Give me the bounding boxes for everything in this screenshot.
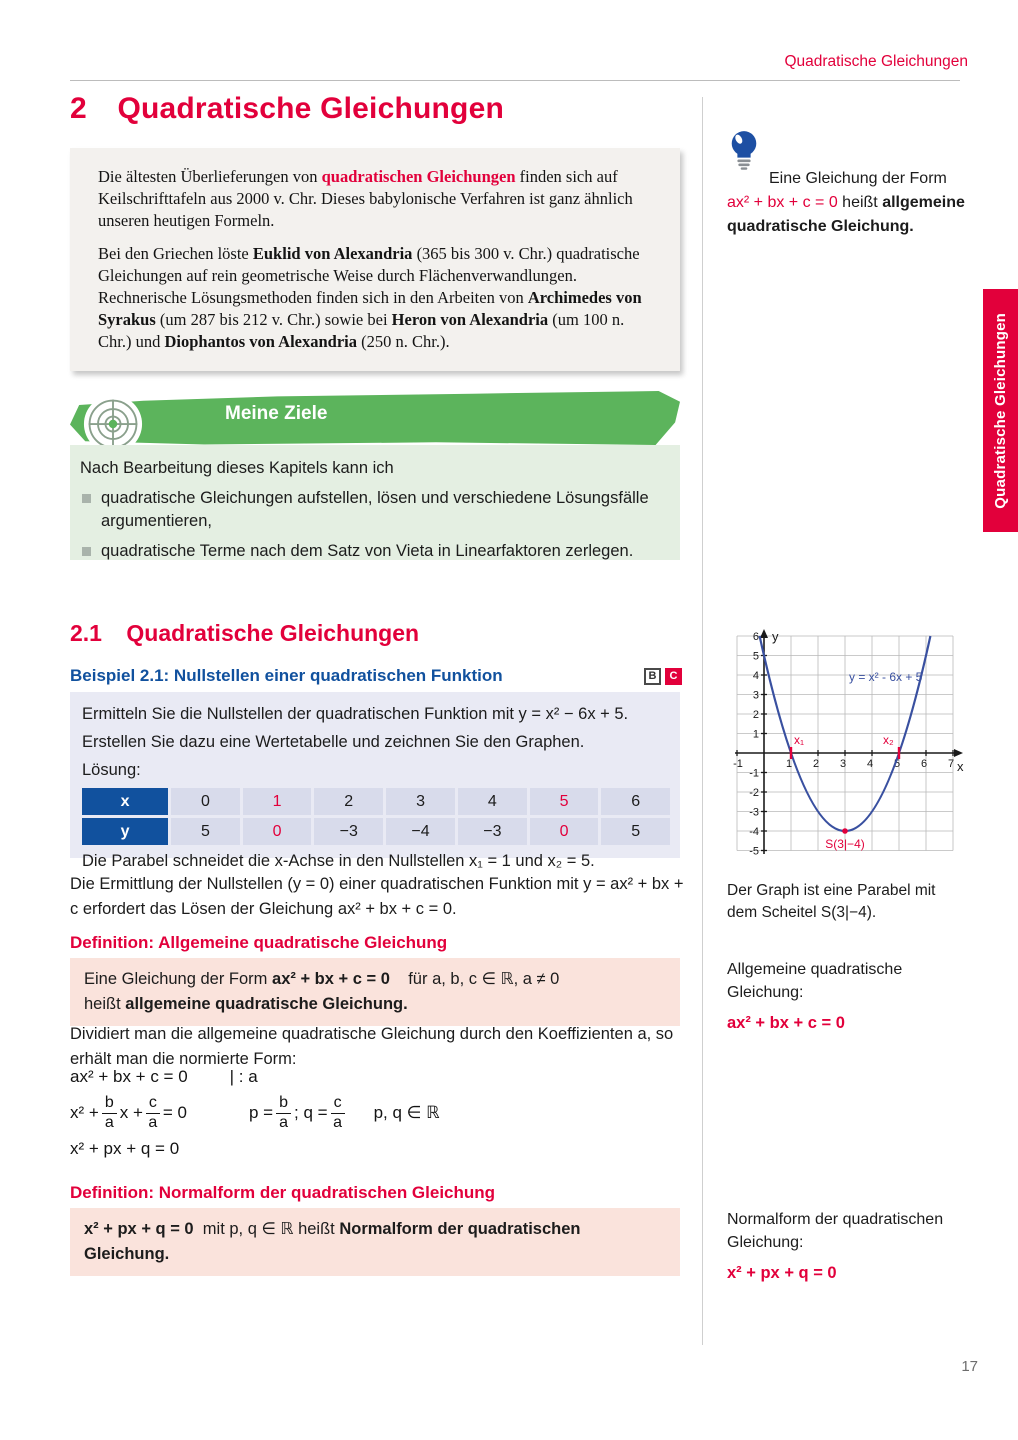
root1-label: x₁ [794, 733, 805, 747]
svg-text:-4: -4 [749, 826, 759, 838]
svg-text:4: 4 [866, 758, 874, 770]
definition-box-normalform: x² + px + q = 0 mit p, q ∈ ℝ heißt Normalform der quadratischen Gleichung. [70, 1208, 680, 1276]
running-header: Quadratische Gleichungen [784, 53, 968, 70]
chapter-number: 2 [70, 92, 87, 125]
section-number: 2.1 [70, 620, 102, 646]
y-tick-labels [749, 631, 759, 858]
math-line-3: x² + px + q = 0 [70, 1139, 180, 1158]
vertex-point [842, 828, 848, 834]
example-heading: Beispiel 2.1: Nullstellen einer quadratischen Funktion [70, 666, 503, 685]
section-title [70, 620, 419, 647]
fraction-b-over-a: $\frac{b}{a}$ [276, 1095, 291, 1132]
definition-term: allgemeine quadratische Gleichung. [125, 994, 408, 1013]
general-form-formula: ax² + bx + c = 0 [272, 970, 390, 988]
derivation-math [70, 1064, 680, 1162]
math-line-1: ax² + bx + c = 0 | : a [70, 1067, 258, 1086]
svg-text:7: 7 [947, 758, 955, 770]
vertex-label: S(3|−4) [825, 837, 865, 851]
definition-heading-allgemeine: Definition: Allgemeine quadratische Gleichung [70, 933, 448, 952]
derivation-lead: Dividiert man die allgemeine quadratische Gleichung durch den Koeffizienten a, so erhält man die normierte Form: [70, 1025, 674, 1068]
svg-text:4: 4 [752, 670, 759, 682]
fraction-c-over-a: $\frac{c}{a}$ [146, 1095, 160, 1132]
goal-text: quadratische Terme nach dem Satz von Vieta in Linearfaktoren zerlegen. [101, 542, 634, 561]
x-axis-label: x [957, 759, 964, 774]
svg-text:6: 6 [752, 631, 759, 643]
example-heading-row [70, 666, 682, 686]
note-label: Normalform der quadratischen Gleichung: [727, 1211, 944, 1252]
lightbulb-icon [727, 130, 761, 172]
row-header-x: x [82, 788, 168, 815]
svg-text:-2: -2 [749, 787, 759, 799]
section-title-text: Quadratische Gleichungen [126, 620, 420, 646]
table-row-x: x 0 1 2 3 4 5 6 [82, 788, 670, 815]
value-table [79, 785, 673, 848]
y-axis-label: y [772, 629, 779, 644]
margin-note-normalform [727, 1208, 967, 1286]
goal-text: quadratische Gleichungen aufstellen, lösen und verschiedene Lösungsfälle argumentieren, [101, 489, 649, 531]
competency-badge-c: C [665, 668, 682, 685]
equation-label: y = x² - 6x + 5 [849, 670, 923, 684]
intro-paragraph-1: Die ältesten Überlieferungen von quadratischen Gleichungen finden sich auf Keilschrifttafeln aus 2000 v. Chr. Dieses babylonische Verfahren ist ganz ähnlich unseren heutigen Formeln. [98, 167, 633, 230]
root2-label: x₂ [883, 733, 894, 747]
graph-caption: Der Graph ist eine Parabel mit dem Scheitel S(3|−4). [727, 882, 936, 922]
svg-text:-3: -3 [749, 806, 759, 819]
note-label: Allgemeine quadratische Gleichung: [727, 961, 903, 1002]
grid-lines [737, 636, 953, 851]
divide-operation: | : a [229, 1067, 258, 1086]
note-formula: x² + px + q = 0 [727, 1264, 837, 1283]
goals-body [70, 445, 680, 560]
svg-text:5: 5 [752, 650, 759, 663]
goals-banner [70, 391, 680, 445]
svg-text:3: 3 [839, 758, 847, 770]
note-formula: ax² + bx + c = 0 [727, 1014, 845, 1033]
example-task-2: Erstellen Sie dazu eine Wertetabelle und zeichnen Sie den Graphen. [82, 732, 585, 751]
chapter-title [70, 92, 504, 126]
example-conclusion: Die Parabel schneidet die x-Achse in den Nullstellen x₁ = 1 und x₂ = 5. [82, 852, 595, 871]
chapter-side-tab: Quadratische Gleichungen [983, 289, 1018, 532]
column-divider [702, 97, 703, 1345]
definition-box-allgemeine: Eine Gleichung der Form ax² + bx + c = 0 für a, b, c ∈ ℝ, a ≠ 0 heißt allgemeine quadratische Gleichung. [70, 958, 680, 1026]
math-line-2: x² + $\frac{b}{a}$ x + $\frac{c}{a}$ = 0 p = $\frac{b}{a}$ ; q = $\frac{c}{a}$ p, q ∈ ℝ [70, 1093, 440, 1131]
example-task-1: Ermitteln Sie die Nullstellen der quadratischen Funktion mit y = x² − 6x + 5. [82, 705, 629, 723]
svg-text:5: 5 [893, 758, 901, 770]
competency-badge-b: B [644, 668, 661, 685]
fraction-b-over-a: $\frac{b}{a}$ [102, 1095, 117, 1132]
goals-title: Meine Ziele [225, 403, 328, 424]
x-tick-labels [733, 758, 954, 770]
svg-text:-1: -1 [749, 767, 759, 780]
svg-text:6: 6 [920, 758, 928, 770]
normal-form-formula: x² + px + q = 0 [84, 1220, 194, 1238]
example-box [70, 692, 680, 871]
definition-heading-normalform: Definition: Normalform der quadratischen Gleichung [70, 1183, 496, 1202]
highlighted-term: quadratischen Gleichungen [321, 167, 516, 186]
tip-formula: ax² + bx + c = 0 [727, 194, 838, 211]
page-number: 17 [961, 1358, 978, 1375]
svg-text:1: 1 [785, 758, 793, 770]
svg-text:1: 1 [752, 728, 759, 741]
definition-term: Normalform der quadratischen Gleichung. [84, 1220, 581, 1263]
svg-text:-5: -5 [749, 845, 759, 858]
fraction-c-over-a: $\frac{c}{a}$ [331, 1095, 345, 1132]
goal-item [80, 487, 662, 533]
bullet-square-icon [82, 494, 91, 503]
goal-item [80, 540, 662, 563]
x-axis-arrow [954, 749, 963, 757]
margin-note-allgemeine [727, 958, 967, 1036]
header-rule [70, 80, 960, 81]
nullstellen-paragraph: Die Ermittlung der Nullstellen (y = 0) einer quadratischen Funktion mit y = ax² + bx + c erfordert das Lösen der Gleichung ax² + bx + c = 0. [70, 875, 684, 918]
parabola-graph [727, 628, 965, 874]
y-axis-arrow [760, 629, 768, 638]
chapter-title-text: Quadratische Gleichungen [117, 92, 504, 125]
solution-label: Lösung: [82, 760, 141, 779]
goals-intro: Nach Bearbeitung dieses Kapitels kann ich [80, 459, 394, 477]
row-header-y: y [82, 818, 168, 845]
bullet-square-icon [82, 547, 91, 556]
intro-paragraph-2: Bei den Griechen löste Euklid von Alexandria (365 bis 300 v. Chr.) quadratische Gleichungen auf rein geometrische Weise durch Flächenverwandlungen. Rechnerische Lösungsmethoden finden sich in den Arbeiten von Archimedes von Syrakus (um 287 bis 212 v. Chr.) sowie bei Heron von Alexandria (um 100 n. Chr.) und Diophantos von Alexandria (250 n. Chr.). [98, 243, 642, 351]
table-row-y: y 5 0 −3 −4 −3 0 5 [82, 818, 670, 845]
intro-box [70, 148, 680, 371]
margin-tip: Eine Gleichung der Form ax² + bx + c = 0 heißt allgemeine quadratische Gleichung. [727, 170, 965, 235]
svg-text:2: 2 [752, 709, 759, 721]
svg-text:-1: -1 [733, 758, 743, 770]
svg-text:3: 3 [752, 689, 759, 702]
svg-text:2: 2 [812, 758, 820, 770]
